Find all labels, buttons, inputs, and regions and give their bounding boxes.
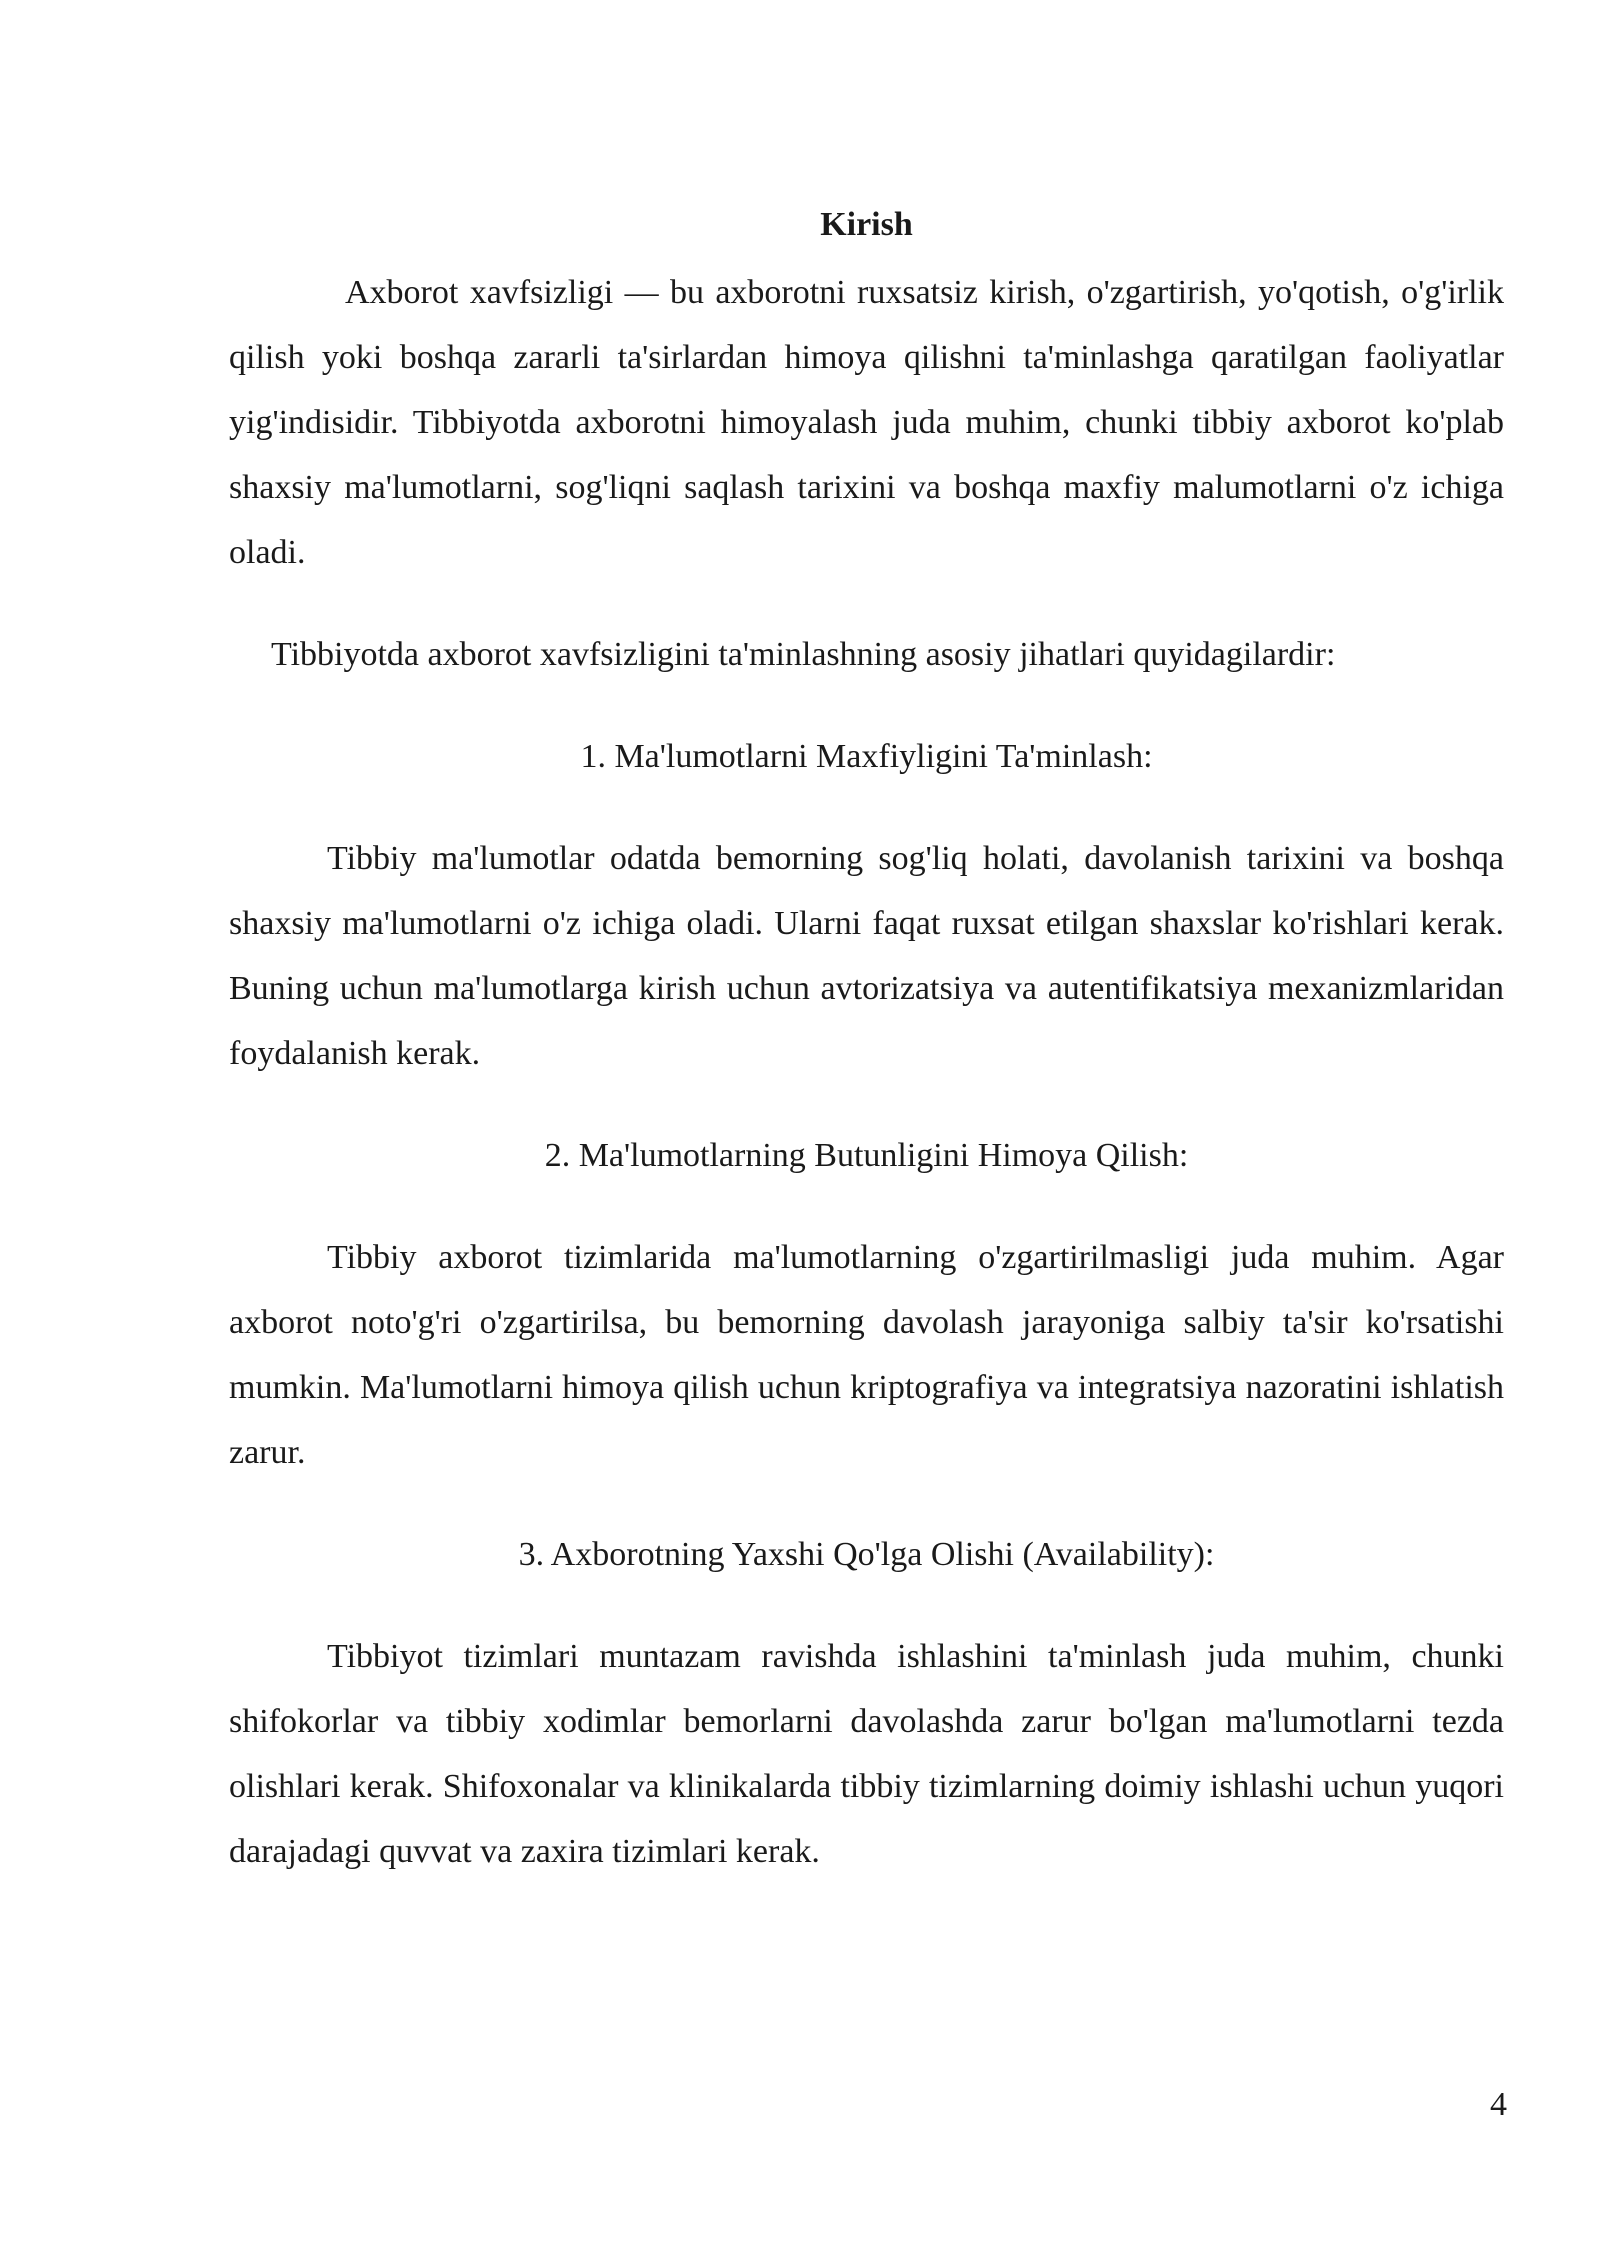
section-heading-1: 1. Ma'lumotlarni Maxfiyligini Ta'minlash: bbox=[580, 738, 1153, 775]
page-number: 4 bbox=[1490, 2086, 1507, 2123]
page-title: Kirish bbox=[820, 206, 913, 243]
section-body-3: Tibbiyot tizimlari muntazam ravishda ishlashini ta'minlash juda muhim, chunki shifokorlar va tibbiy xodimlar bemorlarni davolashda zarur bo'lgan ma'lumotlarni tezda olishlari kerak. Shifoxonalar va klinikalarda tibbiy tizimlarning doimiy ishlashi uchun yuqori darajadagi quvvat va zaxira tizimlari kerak. bbox=[229, 1638, 1504, 1870]
page-content bbox=[229, 200, 1504, 1884]
lead-sentence: Tibbiyotda axborot xavfsizligini ta'minlashning asosiy jihatlari quyidagilardir: bbox=[271, 636, 1336, 673]
intro-paragraph: Axborot xavfsizligi — bu axborotni ruxsatsiz kirish, o'zgartirish, yo'qotish, o'g'irlik qilish yoki boshqa zararli ta'sirlardan himoya qilishni ta'minlashga qaratilgan faoliyatlar yig'indisidir. Tibbiyotda axborotni himoyalash juda muhim, chunki tibbiy axborot ko'plab shaxsiy ma'lumotlarni, sog'liqni saqlash tarixini va boshqa maxfiy malumotlarni o'z ichiga oladi. bbox=[229, 274, 1504, 571]
section-body-2: Tibbiy axborot tizimlarida ma'lumotlarning o'zgartirilmasligi juda muhim. Agar axborot noto'g'ri o'zgartirilsa, bu bemorning davolash jarayoniga salbiy ta'sir ko'rsatishi mumkin. Ma'lumotlarni himoya qilish uchun kriptografiya va integratsiya nazoratini ishlatish zarur. bbox=[229, 1239, 1504, 1471]
section-heading-2: 2. Ma'lumotlarning Butunligini Himoya Qilish: bbox=[544, 1137, 1189, 1174]
section-heading-3: 3. Axborotning Yaxshi Qo'lga Olishi (Availability): bbox=[518, 1536, 1215, 1573]
section-body-1: Tibbiy ma'lumotlar odatda bemorning sog'liq holati, davolanish tarixini va boshqa shaxsiy ma'lumotlarni o'z ichiga oladi. Ularni faqat ruxsat etilgan shaxslar ko'rishlari kerak. Buning uchun ma'lumotlarga kirish uchun avtorizatsiya va autentifikatsiya mexanizmlaridan foydalanish kerak. bbox=[229, 840, 1504, 1072]
